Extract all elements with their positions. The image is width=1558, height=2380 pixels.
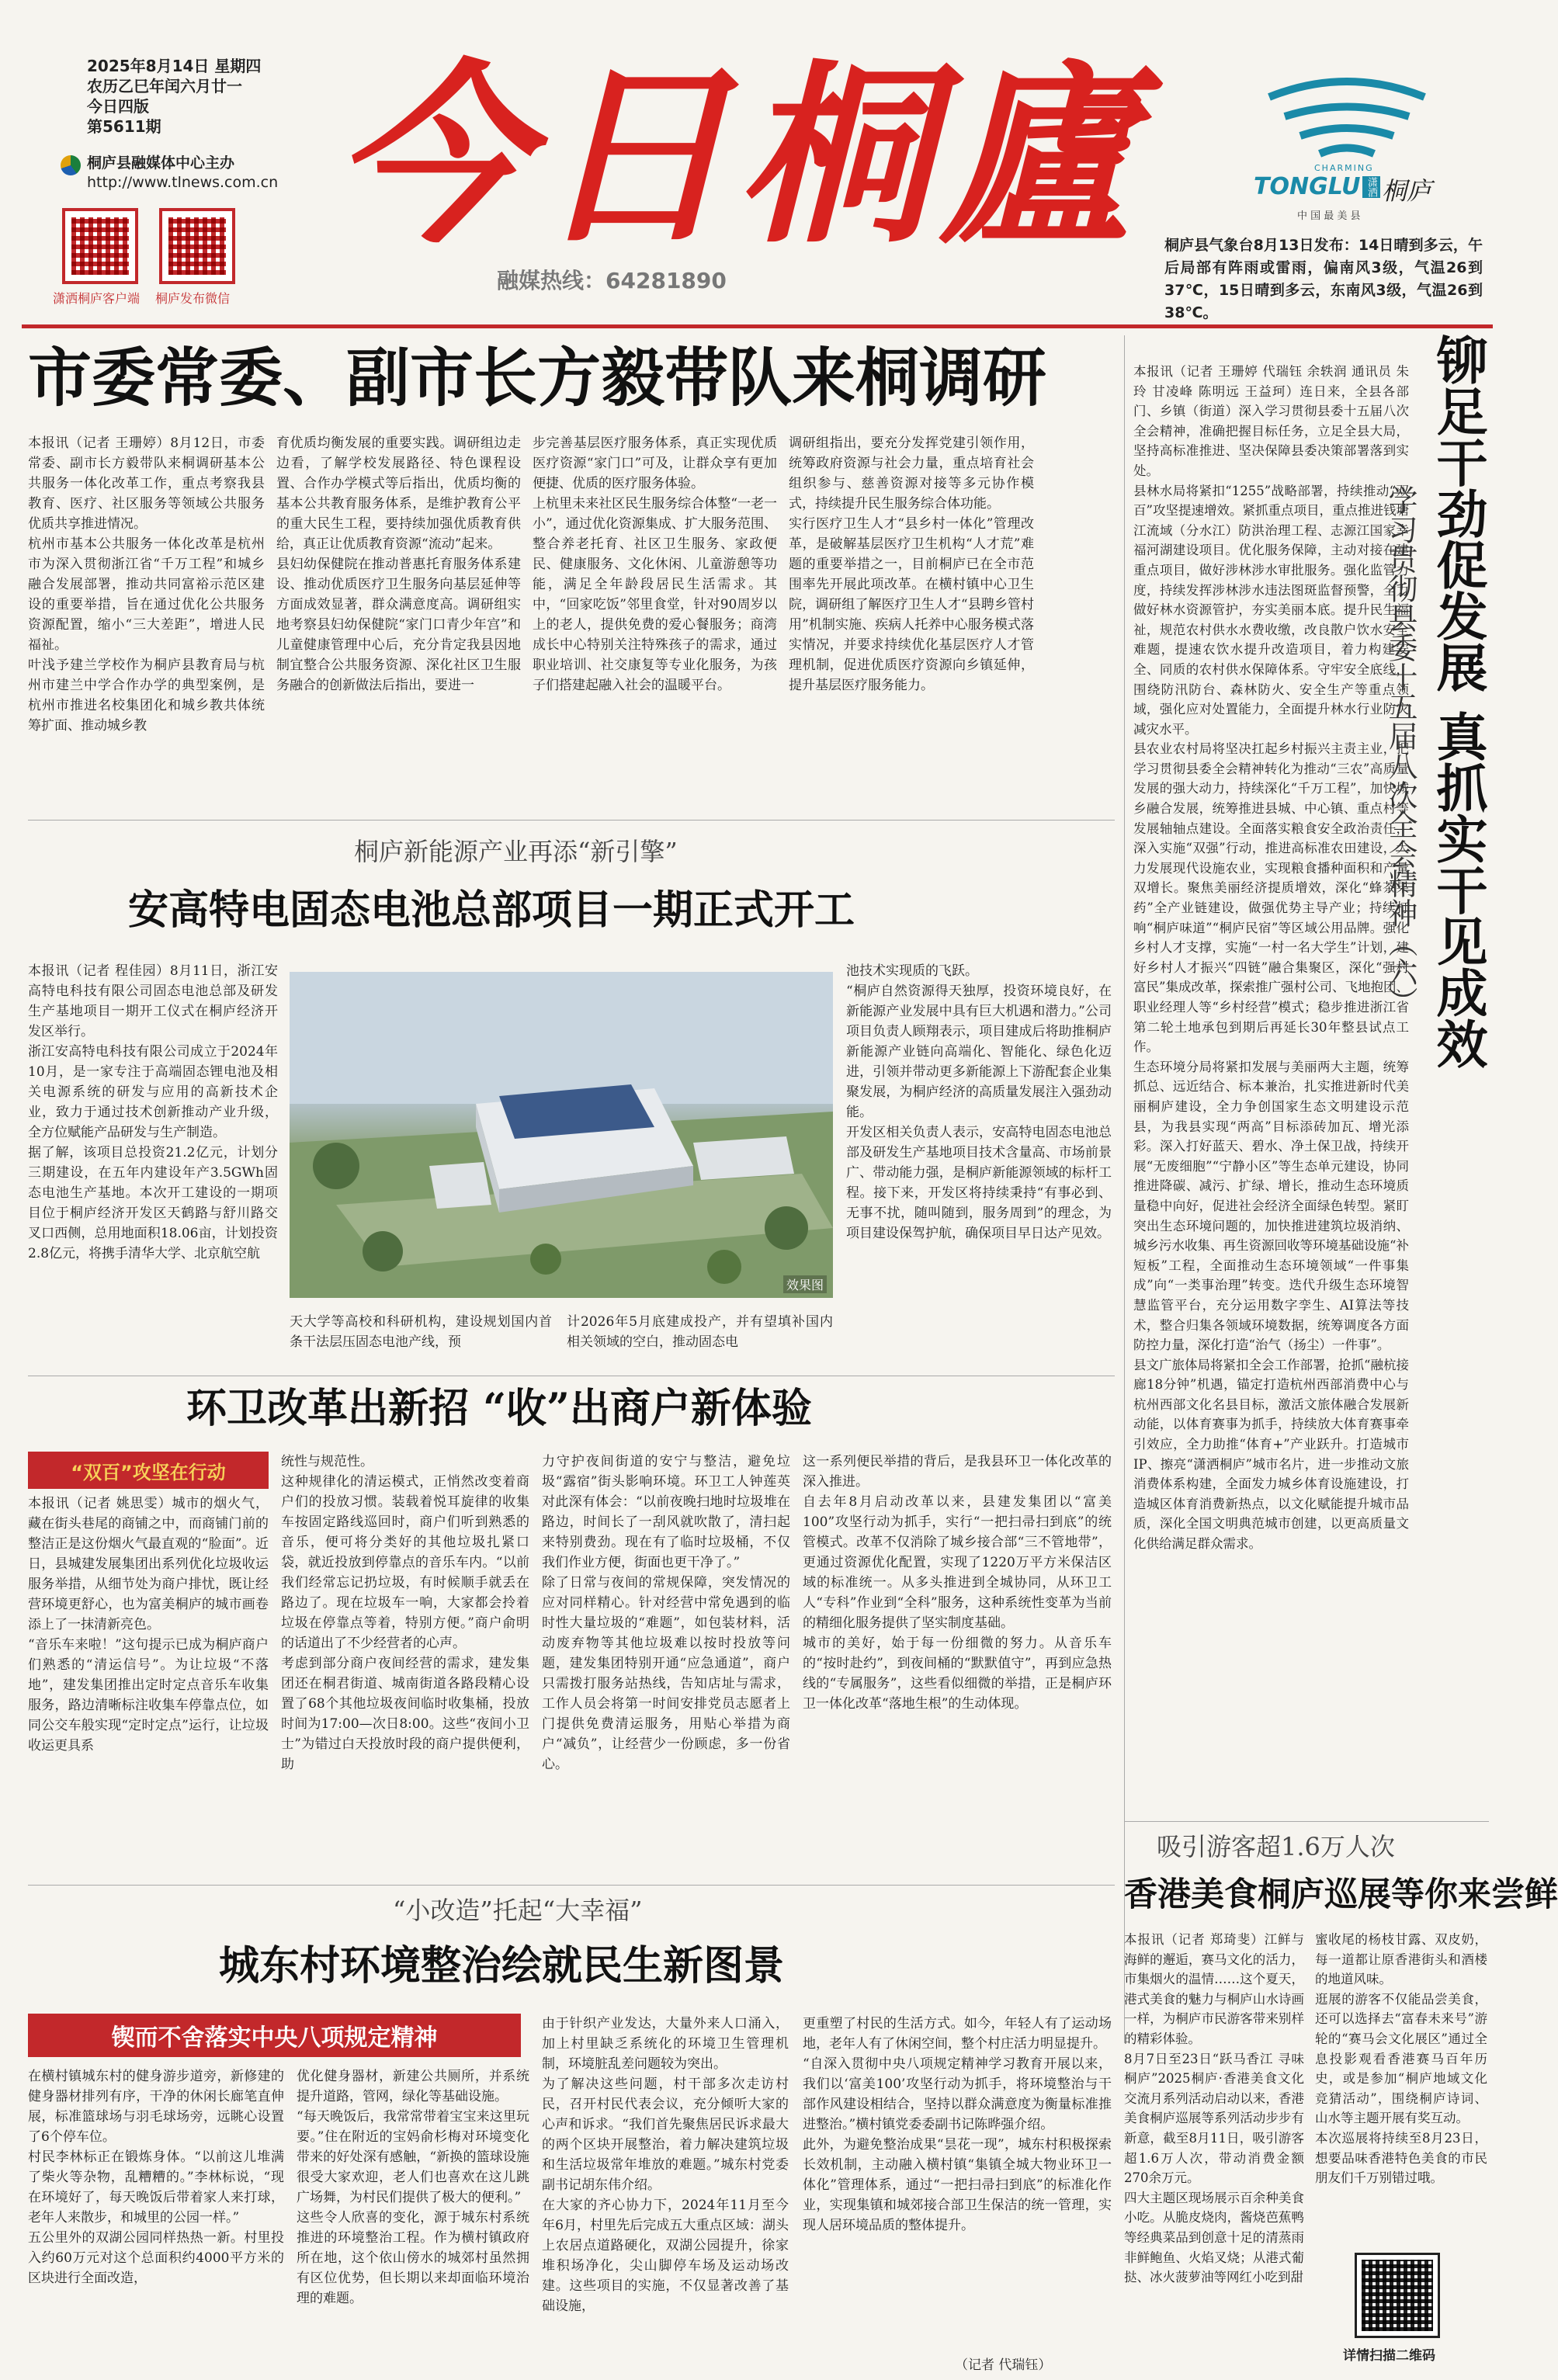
brand-sub: 中 国 最 美 县 xyxy=(1297,210,1361,222)
article4-kicker: “小改造”托起“大幸福” xyxy=(393,1896,643,1925)
building-rendering-icon xyxy=(290,972,833,1298)
brand-wave-icon xyxy=(1254,74,1440,167)
pages-line: 今日四版 xyxy=(87,97,149,116)
article6-col1: 本报讯（记者 郑琦斐）江鲜与海鲜的邂逅，赛马文化的活力，市集烟火的温情……这个夏天，港式美食的魅力与桐庐山水诗画一样，为桐庐市民游客带来别样的精彩体验。 8月7日至23日“跃马香江 寻味桐庐”2025桐庐·香港美食文化交流月系列活动启动以来，香港美食桐庐巡展等系列活动步步有新意，截至8月11日，吸引游客超1.6万人次，带动消费金额270余万元。 四大主题区现场展示百余种美食小吃。从脆皮烧肉，酱烧芭蕉鸭等经典菜品到创意十足的清蒸雨非鲜鲍鱼、火焰叉烧；从港式葡挞、冰火菠萝油等网红小吃到甜 xyxy=(1124,1932,1304,2285)
article2-col3: 计2026年5月底建成投产，并有望填补国内相关领域的空白，推动固态电 xyxy=(567,1314,833,1350)
article3-col4: 这一系列便民举措的背后，是我县环卫一体化改革的深入推进。 自去年8月启动改革以来，县建发集团以“富美100”攻坚行动为抓手，实行“一把扫帚扫到底”的统管模式。改革不仅消除了城乡接合部“三不管地带”，更通过资源优化配置，实现了1220万平方米保洁区域的标准统一。从多头推进到全城协同，从环卫工人“专科”作业到“全科”服务，这种系统性变革为当前的精细化服务提供了坚实制度基础。 城市的美好，始于每一份细微的努力。从音乐车的“按时赴约”，到夜间桶的“默默值守”，再到应急热线的“专属服务”，这些看似细微的举措，正是桐庐环卫一体化改革“落地生根”的生动体现。 xyxy=(803,1454,1112,1712)
article4-col3: 由于针织产业发达，大量外来人口涌入，加上村里缺乏系统化的环境卫生管理机制，环境脏乱差问题较为突出。 为了解决这些问题，村干部多次走访村民，召开村民代表会议，充分倾听大家的心声和诉求。“我们首先聚焦居民诉求最大的两个区块开展整治，着力解决建筑垃圾和生活垃圾常年堆放的难题。”城东村党委副书记胡东伟介绍。 在大家的齐心协力下，2024年11月至今年6月，村里先后完成五大重点区域：湖头上农居点道路硬化，双湖公园提升，徐家堆积场净化，尖山脚停车场及运动场改建。这些项目的实施，不仅显著改善了基础设施， xyxy=(542,2016,789,2314)
article5-body: 本报讯（记者 王珊婷 代瑞钰 余轶润 通讯员 朱玲 甘凌峰 陈明远 王益珂）连日来，全县各部门、乡镇（街道）深入学习贯彻县委十五届八次全会精神，准确把握目标任务，立足全县大局，坚持高标准推进、坚决保障县委决策部署落到实处。 县林水局将紧扣“1255”战略部署，持续推动“双百”攻坚提速增效。紧抓重点项目，重点推进钱塘江流域（分水江）防洪治理工程、志源江国家幸福河湖建设项目。优化服务保障，主动对接在建重点项目，做好涉林涉水审批服务。强化监管力度，持续发挥涉林涉水违法图斑监督预警，全力做好林水资源管护，夯实美丽本底。提升民生福祉，规范农村供水水费收缴，改良散户饮水安全难题，提速农饮水提升改造项目，着力构建安全、同质的农村供水保障体系。守牢安全底线，围绕防汛防台、森林防火、安全生产等重点领域，强化应对处置能力，全面提升林水行业防灾减灾水平。 县农业农村局将坚决扛起乡村振兴主责主业，把学习贯彻县委全会精神转化为推动“三农”高质量发展的强大动力，持续深化“千万工程”，加快城乡融合发展，统筹推进县城、中心镇、重点村等发展轴轴点建设。全面落实粮食安全政治责任，深入实施“双强”行动，推进高标准农田建设，大力发展现代设施农业，实现粮食播种面积和产量双增长。聚焦美丽经济提质增效，深化“蜂茶果药”全产业链建设，做强优势主导产业；持续打响“桐庐味道”“桐庐民宿”等区域公用品牌。强化乡村人才支撑，实施“一村一名大学生”计划，建好乡村人才振兴“四链”融合集聚区，深化“强村富民”集成改革，探索推广强村公司、飞地抱团、职业经理人等“乡村经营”模式；稳步推进浙江省第二轮土地承包到期后再延长30年整县试点工作。 生态环境分局将紧扣发展与美丽两大主题，统筹抓总、远近结合、标本兼治，扎实推进新时代美丽桐庐建设，全力争创国家生态文明建设示范县，为我县实现“两高”目标添砖加瓦、增光添彩。深入打好蓝天、碧水、净土保卫战，持续开展“无废细胞”“宁静小区”等生态单元建设，协同推进降碳、减污、扩绿、增长，推动生态环境质量稳中向好，促进社会经济全面绿色转型。紧盯突出生态环境问题的，加快推进建筑垃圾消纳、城乡污水收集、再生资源回收等环境基础设施“补短板”工程，全面推动生态环境领域“一件事集成”向“一类事治理”转变。迭代升级生态环境智慧监管平台，充分运用数字孪生、AI算法等技术，整合归集各领域环境数据，统筹调度各方面防控力量，深化打造“治气（扬尘）一件事”。 县文广旅体局将紧扣全会工作部署，抢抓“融杭接廊18分钟”机遇，锚定打造杭州西部消费中心与杭州西部文化名县目标，激活文旅体融合发展新动能，以体育赛事为抓手，持续放大体育赛事牵引效应，全力助推“体育+”产业跃升。打造城市IP、擦亮“潇洒桐庐”城市名片，进一步推动文旅消费体系构建，全面发力城乡体育设施建设，打造城区体育消费新热点，以文化赋能提升城市品质，深化全国文明典范城市创建，以更高质量文化供给满足群众需求。 xyxy=(1133,364,1409,1552)
photo-credit: 效果图 xyxy=(783,1275,827,1293)
brand-en-top: CHARMING xyxy=(1314,163,1374,173)
article2-col4: 池技术实现质的飞跃。 “桐庐自然资源得天独厚，投资环境良好，在新能源产业发展中具有巨大机遇和潜力。”公司项目负责人顾翔表示，项目建成后将助推桐庐新能源产业链向高端化、智能化、绿色化迈进，引领并带动更多新能源上下游配套企业集聚发展，为桐庐经济的高质量发展注入强劲动能。 开发区相关负责人表示，安高特电固态电池总部及研发生产基地项目技术含量高、市场前景广、带动能力强，是桐庐新能源领域的标杆工程。接下来，开发区将持续秉持“有事必到、无事不扰，随叫随到，服务周到”的理念，为项目建设保驾护航，确保项目早日达产见效。 xyxy=(846,963,1112,1241)
divider xyxy=(28,1885,1115,1886)
qr-right-label: 桐庐发布微信 xyxy=(155,291,231,306)
issue-line: 第5611期 xyxy=(87,117,161,136)
article5-vertical-subtitle: 学习贯彻县委十五届八次全会精神（六） xyxy=(1383,485,1417,1016)
article3-tag: “双百”攻坚在行动 xyxy=(28,1452,269,1489)
masthead-rule xyxy=(22,324,1493,328)
article4-col4: 更重塑了村民的生活方式。如今，年轻人有了运动场地，老年人有了休闲空间，整个村庄活力明显提升。 “自深入贯彻中央八项规定精神学习教育开展以来，我们以‘富美100’攻坚行动为抓手，将环境整治与干部作风建设相结合，坚持以群众满意度为衡量标准推进整治。”横村镇党委委副书记陈晔强介绍。 此外，为避免整治成果“昙花一现”，城东村积极探索长效机制，主动融入横村镇“集镇全城大物业环卫一体化”管理体系，通过“一把扫帚扫到底”的标准化作业，实现集镇和城郊接合部卫生保洁的统一管理，实现人居环境品质的整体提升。 xyxy=(803,2016,1112,2233)
article2-headline: 安高特电固态电池总部项目一期正式开工 xyxy=(128,886,855,934)
article5-vertical-headline: 铆足干劲促发展 真抓实干见成效 xyxy=(1428,334,1488,1069)
article6-col2: 蜜收尾的杨枝甘露、双皮奶，每一道都让原香港街头和酒楼的地道风味。 逛展的游客不仅能品尝美食，还可以选择去“富春未来号”游轮的“赛马会文化展区”通过全息投影观看香港赛马百年历史，或是参加“桐庐地域文化竞猜活动”，围绕桐庐诗词、山水等主题开展有奖互动。 本次巡展将持续至8月23日，想要品味香港特色美食的市民朋友们千万别错过哦。 xyxy=(1315,1932,1487,2186)
article1-col2: 育优质均衡发展的重要实践。调研组边走边看，了解学校发展路径、特色课程设置、合作办学模式等后指出，优质均衡的基本公共教育服务体系，是维护教育公平的重大民生工程，要持续加强优质教育供给，真正让优质教育资源“流动”起来。 县妇幼保健院在推动普惠托育服务体系建设、推动优质医疗卫生服务向基层延伸等方面成效显著，群众满意度高。调研组实地考察县妇幼保健院“家门口青少年宫”和儿童健康管理中心后，充分肯定我县因地制宜整合公共服务资源、深化社区卫生服务融合的创新做法后指出，要进一 xyxy=(276,435,521,693)
organizer xyxy=(87,154,278,193)
article2-kicker: 桐庐新能源产业再添“新引擎” xyxy=(354,837,678,866)
article3-col1: 本报讯（记者 姚思雯）城市的烟火气，藏在街头巷尾的商铺之中，而商铺门前的整洁正是这份烟火气最直观的“脸面”。近日，县城建发展集团出系列优化垃圾收运服务举措，从细节处为商户排忧，既让经营环境更舒心，也为富美桐庐的城市画卷添上了一抹清新亮色。 “音乐车来啦！”这句提示已成为桐庐商户们熟悉的“清运信号”。为让垃圾“不落地”，建发集团推出定时定点音乐车收集服务，路边清晰标注收集车停靠点位，如同公交车般实现“定时定点”运行，让垃圾收运更具系 xyxy=(28,1496,269,1754)
column-divider xyxy=(1124,335,1125,2043)
article1-col4: 调研组指出，要充分发挥党建引领作用，统筹政府资源与社会力量，重点培育社会组织参与、慈善资源对接等多元协作模式，持续提升民生服务综合体功能。 实行医疗卫生人才“县乡村一体化”管理改革，是破解基层医疗卫生机构“人才荒”难题的重要举措之一，目前桐庐已在全市范围率先开展此项改革。在横村镇中心卫生院，调研组了解医疗卫生人才“县聘乡管村用”机制实施、疾病人托养中心服务模式落实情况，并要求持续优化基层医疗人才管理机制，促进优质医疗资源向乡镇延伸，提升基层医疗服务能力。 xyxy=(789,435,1034,693)
article4-byline: （记者 代瑞钰） xyxy=(955,2357,1052,2373)
weather-report: 桐庐县气象台8月13日发布：14日晴到多云，午后局部有阵雨或雷雨，偏南风3级，气温26到37℃，15日晴到多云，东南风3级，气温26到38℃。 xyxy=(1164,237,1483,321)
qr-caption: 详情扫描二维码 xyxy=(1343,2348,1435,2364)
tonglu-brand-logo xyxy=(1254,74,1440,229)
lunar-line: 农历乙巳年闰六月廿一 xyxy=(87,77,242,95)
article6-headline: 香港美食桐庐巡展等你来尝鲜 xyxy=(1124,1875,1558,1914)
hotline-number: 64281890 xyxy=(606,268,727,293)
qr-code-details-icon[interactable] xyxy=(1355,2253,1440,2338)
article1-headline: 市委常委、副市长方毅带队来桐调研 xyxy=(28,341,1047,415)
hotline xyxy=(497,264,727,295)
article2-col1: 本报讯（记者 程佳园）8月11日，浙江安高特电科技有限公司固态电池总部及研发生产基地项目一期开工仪式在桐庐经济开发区举行。 浙江安高特电科技有限公司成立于2024年10月，是一家专注于高端固态锂电池及相关电源系统的研发与应用的高新技术企业，致力于通过技术创新推动产业升级，全方位赋能产品研发与生产制造。 据了解，该项目总投资21.2亿元，计划分三期建设，在五年内建设年产3.5GWh固态电池生产基地。本次开工建设的一期项目位于桐庐经济开发区天鹤路与舒川路交叉口西侧，总用地面积18.06亩，计划投资2.8亿元，将携手清华大学、北京航空航 xyxy=(28,963,278,1261)
article4-tag: 锲而不舍落实中央八项规定精神 xyxy=(28,2014,521,2057)
paper-title: 今日桐廬 xyxy=(334,41,1141,269)
article3-headline: 环卫改革出新招 “收”出商户新体验 xyxy=(186,1385,812,1432)
brand-cn: 潇洒 xyxy=(1362,176,1380,198)
qr-code-app-icon[interactable] xyxy=(62,208,138,284)
article2-col2: 天大学等高校和科研机构，建设规划国内首条干法层压固态电池产线，预 xyxy=(290,1314,552,1350)
organizer-logo-icon xyxy=(61,155,81,175)
brand-en: TONGLU xyxy=(1254,173,1361,200)
masthead-meta xyxy=(87,56,261,137)
article3-col2: 统性与规范性。 这种规律化的清运模式，正悄然改变着商户们的投放习惯。装载着悦耳旋律的收集车按固定路线巡回时，商户们听到熟悉的音乐，便可将分类好的其他垃圾扎紧口袋，就近投放到停靠点的音乐车内。“以前我们经常忘记扔垃圾，有时候顺手就丢在路边了。现在垃圾车一响，大家都会拎着垃圾在停靠点等着，特别方便。”商户俞明的话道出了不少经营者的心声。 考虑到部分商户夜间经营的需求，建发集团还在桐君街道、城南街道各路段精心设置了68个其他垃圾夜间临时收集桶，投放时间为17:00—次日8:00。这些“夜间小卫士”为错过白天投放时段的商户提供便利，助 xyxy=(281,1454,529,1772)
divider xyxy=(28,820,1115,821)
article1-col1: 本报讯（记者 王珊婷）8月12日，市委常委、副市长方毅带队来桐调研基本公共服务一体化改革工作，重点考察我县教育、医疗、社区服务等领域公共服务优质共享推进情况。 杭州市基本公共服务一体化改革是杭州市为深入贯彻浙江省“千万工程”和城乡融合发展部署，推动共同富裕示范区建设的重要举措，旨在通过优化公共服务资源配置，缩小“三大差距”，增进人民福祉。 叶浅予建兰学校作为桐庐县教育局与杭州市建兰中学合作办学的典型案例，是杭州市推进名校集团化和城乡教共体统筹扩面、推动城乡教 xyxy=(28,435,265,734)
divider xyxy=(1124,1821,1489,1822)
article4-col2: 优化健身器材，新建公共厕所，并系统提升道路，管网，绿化等基础设施。 “每天晚饭后，我常常带着宝宝来这里玩要。”住在附近的宝妈俞杉梅对环境变化带来的好处深有感触，“新换的篮球设施很受大家欢迎，老人们也喜欢在这儿跳广场舞，为村民们提供了极大的便利。” 这些令人欣喜的变化，源于城东村系统推进的环境整治工程。作为横村镇政府所在地，这个依山傍水的城郊村虽然拥有区位优势，但长期以来却面临环境治理的难题。 xyxy=(297,2069,529,2306)
project-rendering-image xyxy=(290,972,833,1298)
article1-col3: 步完善基层医疗服务体系，真正实现优质医疗资源“家门口”可及，让群众享有更加便捷、优质的医疗服务体验。 上杭里未来社区民生服务综合体整“一老一小”，通过优化资源集成、扩大服务范围、整合养老托育、社区卫生服务、家政便民、健康服务、文化休闲、儿童游憩等功能，满足全年龄段居民生活需求。其中，“回家吃饭”邻里食堂，针对90周岁以上的老人，提供免费的爱心餐服务；商湾成长中心特别关注特殊孩子的需求，通过职业培训、社交康复等专业化服务，为孩子们搭建起融入社会的温暖平台。 xyxy=(533,435,777,693)
article4-headline: 城东村环境整治绘就民生新图景 xyxy=(219,1942,785,1990)
article3-col3: 力守护夜间街道的安宁与整洁，避免垃圾“露宿”街头影响环境。环卫工人钟莲英对此深有体会：“以前夜晚扫地时垃圾堆在路边，时间长了一刮风就吹散了，清扫起来特别费劲。现在有了临时垃圾桶，不仅我们作业方便，街面也更干净了。” 除了日常与夜间的常规保障，突发情况的应对同样精心。针对经营中常免遇到的临时性大量垃圾的“难题”，如包装材料，活动废弃物等其他垃圾难以按时投放等问题，建发集团特别开通“应急通道”，商户只需拨打服务站热线，告知店址与需求，工作人员会将第一时间安排党员志愿者上门提供免费清运服务，用贴心举措为商户“减负”，让经营少一份顾虑，多一份省心。 xyxy=(542,1454,790,1772)
hotline-label: 融媒热线： xyxy=(497,268,606,293)
brand-cn2: 桐庐 xyxy=(1382,176,1432,206)
article6-kicker: 吸引游客超1.6万人次 xyxy=(1157,1832,1395,1861)
date-line: 2025年8月14日 星期四 xyxy=(87,57,262,75)
qr-code-wechat-icon[interactable] xyxy=(159,208,235,284)
website[interactable]: http://www.tlnews.com.cn xyxy=(87,174,279,191)
organizer-name: 桐庐县融媒体中心主办 xyxy=(87,154,235,172)
article4-col1: 在横村镇城东村的健身游步道旁，新修建的健身器材排列有序，干净的休闲长廊笔直伸展，标准篮球场与羽毛球场旁，远眺心设置了6个停车位。 村民李林标正在锻炼身体。“以前这儿堆满了柴火等杂物，乱糟糟的。”李林标说，“现在环境好了，每天晚饭后带着家人来打球，老年人来散步，和城里的公园一样。” 五公里外的双湖公园同样热热一新。村里投入约60万元对这个总面积约4000平方米的区块进行全面改造， xyxy=(28,2069,284,2286)
qr-left-label: 潇洒桐庐客户端 xyxy=(53,291,141,306)
